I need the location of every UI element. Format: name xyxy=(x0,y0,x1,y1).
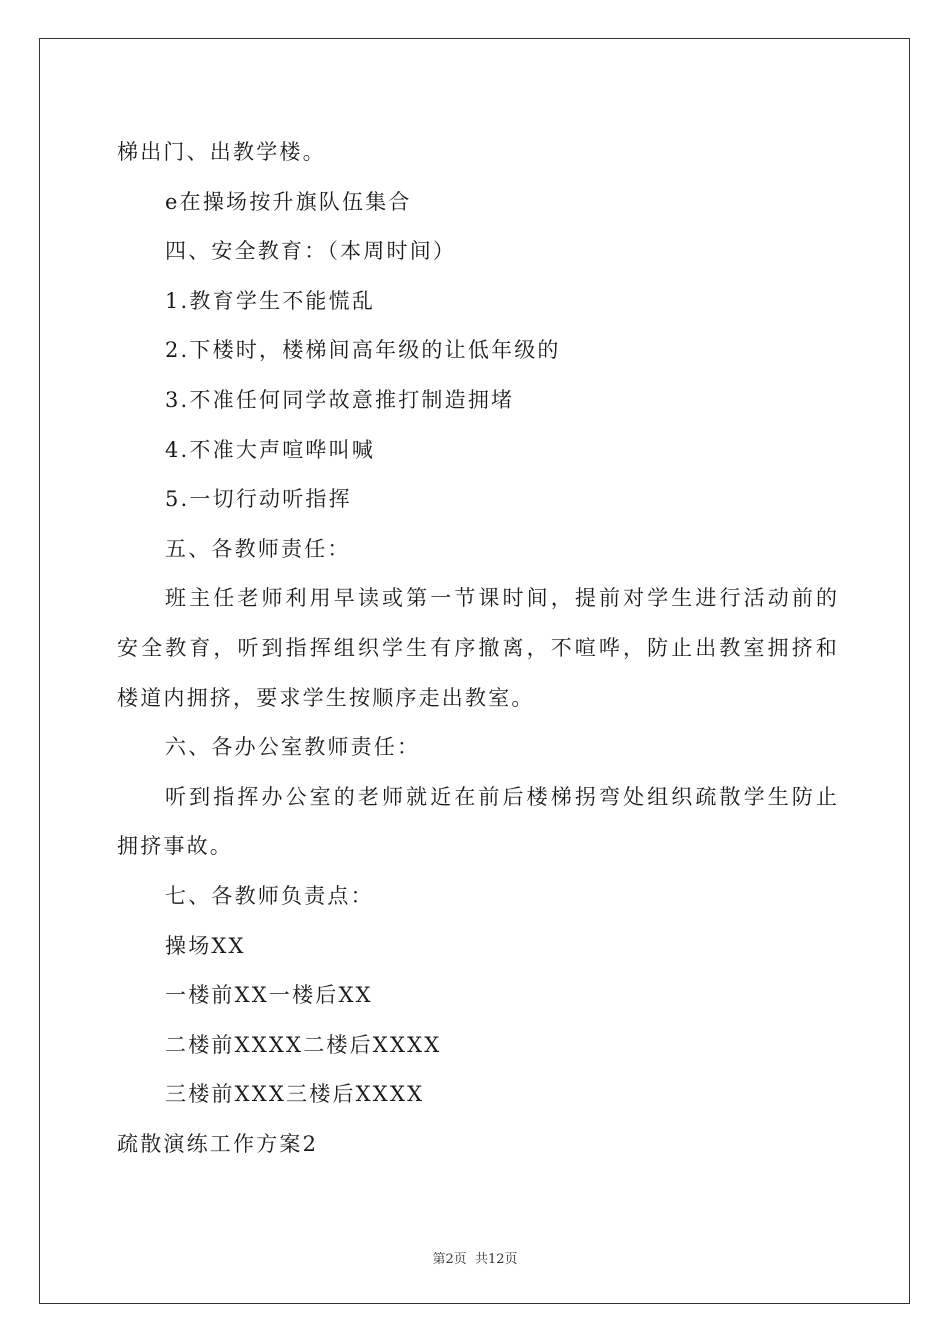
text-line: 2.下楼时，楼梯间高年级的让低年级的 xyxy=(165,338,561,363)
text-line: 5.一切行动听指挥 xyxy=(165,487,352,512)
text-line: 六、各办公室教师责任： xyxy=(165,735,421,760)
text-line: 五、各教师责任： xyxy=(165,536,351,561)
text-line: 楼道内拥挤，要求学生按顺序走出教室。 xyxy=(117,685,535,710)
document-body xyxy=(117,128,837,1169)
text-line: 一楼前XX一楼后XX xyxy=(165,983,373,1008)
text-line: 拥挤事故。 xyxy=(117,834,233,859)
text-line: 二楼前XXXX二楼后XXXX xyxy=(165,1032,442,1057)
text-line: 听 到 指 挥 办 公 室 的 老 师 就 近 在 前 后 楼 梯 拐 弯 处 组 织 疏 散 学 生 防 止 xyxy=(165,784,837,809)
text-line: 3.不准任何同学故意推打制造拥堵 xyxy=(165,387,515,412)
page-footer xyxy=(0,1248,950,1267)
text-line: 操场XX xyxy=(165,933,246,958)
text-line: 七、各教师负责点： xyxy=(165,883,374,908)
text-line: 梯出门、出教学楼。 xyxy=(117,140,326,164)
text-line: 1.教育学生不能慌乱 xyxy=(165,288,376,313)
text-line: 班 主 任 老 师 利 用 早 读 或 第 一 节 课 时 间 ， 提 前 对 学 生 进 行 活 动 前 的 xyxy=(165,586,837,611)
page-number: 第2页 xyxy=(432,1252,467,1267)
text-line: 四、安全教育：（本周时间） xyxy=(165,239,457,264)
text-line: 疏散演练工作方案2 xyxy=(117,1131,319,1156)
text-line: 三楼前XXX三楼后XXXX xyxy=(165,1082,425,1107)
text-line: 4.不准大声喧哗叫喊 xyxy=(165,437,376,462)
text-line: e在操场按升旗队伍集合 xyxy=(165,189,412,214)
text-line: 安 全 教 育 ， 听 到 指 挥 组 织 学 生 有 序 撤 离 ， 不 喧 哗 ， 防 止 出 教 室 拥 挤 和 xyxy=(117,635,837,660)
page-total: 共12页 xyxy=(474,1252,518,1267)
